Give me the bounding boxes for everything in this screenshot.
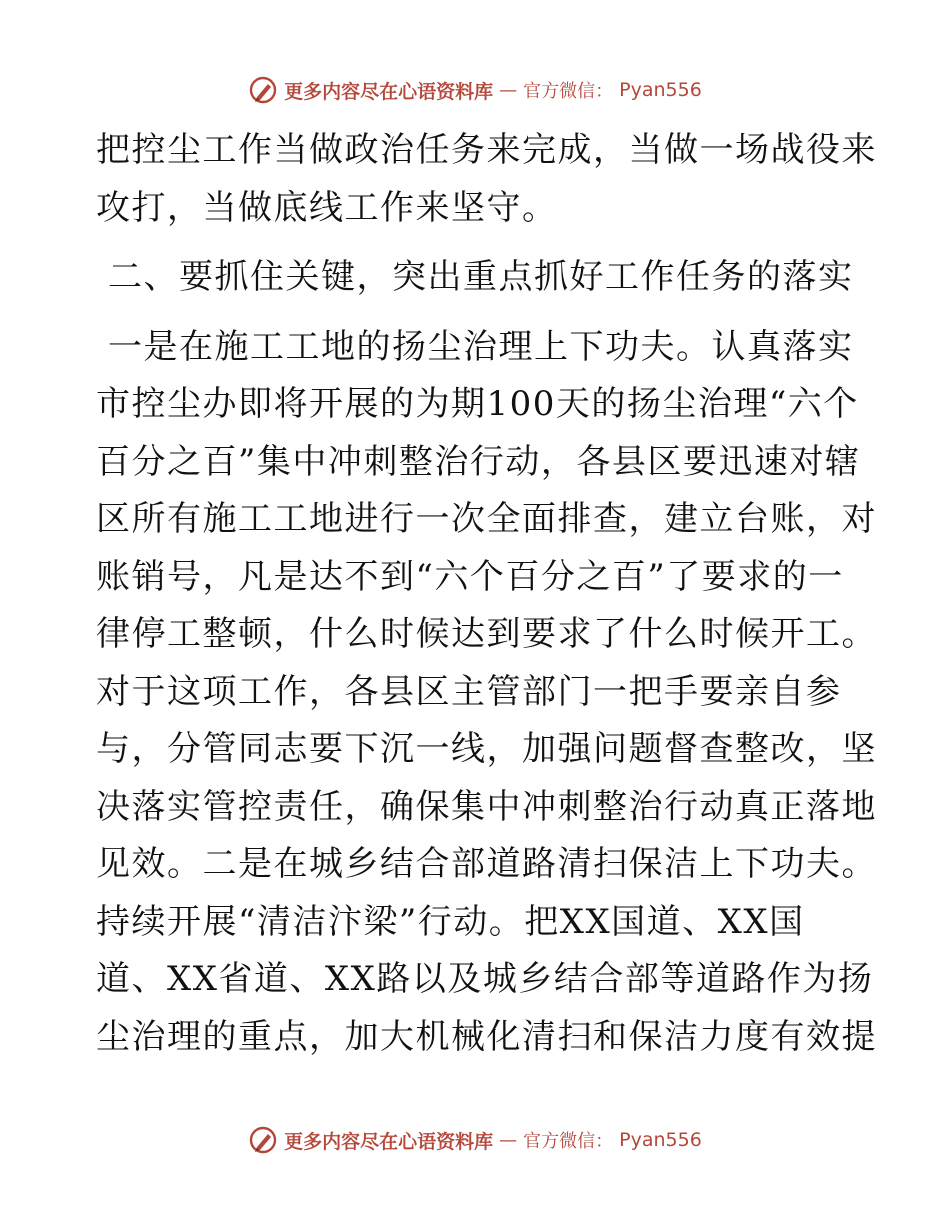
body-line: 见效。二是在城乡结合部道路清扫保洁上下功夫。 [96,844,877,884]
body-line: 对于这项工作，各县区主管部门一把手要亲自参 [96,671,842,712]
body-line: 道、XX省道、XX路以及城乡结合部等道路作为扬 [96,959,874,999]
body-line: 百分之百”集中冲刺整治行动，各县区要迅速对辖 [96,441,861,482]
body-line: 一是在施工工地的扬尘治理上下功夫。认真落实 [108,326,854,367]
header-banner [0,70,950,110]
body-line: 市控尘办即将开展的为期100天的扬尘治理“六个 [96,384,859,424]
section-heading: 二、要抓住关键，突出重点抓好工作任务的落实 [108,257,854,297]
body-line: 律停工整顿，什么时候达到要求了什么时候开工。 [96,614,877,654]
footer-wechat-label: 官方微信： [523,1131,614,1152]
body-line: 攻打，当做底线工作来坚守。 [96,187,558,228]
body-line: 决落实管控责任，确保集中冲刺整治行动真正落地 [96,786,877,827]
header-brand-text: 更多内容尽在心语资料库 [284,80,494,103]
pen-logo-icon [248,75,278,105]
body-line: 尘治理的重点，加大机械化清扫和保洁力度有效提 [96,1016,877,1057]
body-line: 与，分管同志要下沉一线，加强问题督查整改，坚 [96,729,877,769]
footer-brand-text: 更多内容尽在心语资料库 [284,1130,494,1153]
footer-wechat-id: Pyan556 [619,1129,702,1151]
body-line: 账销号，凡是达不到“六个百分之百”了要求的一 [96,556,844,597]
document-body [96,122,877,1066]
body-line: 区所有施工工地进行一次全面排查，建立台账，对 [96,499,877,539]
header-separator: — [499,79,518,101]
body-line: 把控尘工作当做政治任务来完成，当做一场战役来 [96,130,877,170]
footer-separator: — [499,1129,518,1151]
footer-banner [0,1120,950,1160]
body-line: 持续开展“清洁汴梁”行动。把XX国道、XX国 [96,901,805,942]
pen-logo-icon [248,1125,278,1155]
header-wechat-label: 官方微信： [523,81,614,102]
header-wechat-id: Pyan556 [619,79,702,101]
